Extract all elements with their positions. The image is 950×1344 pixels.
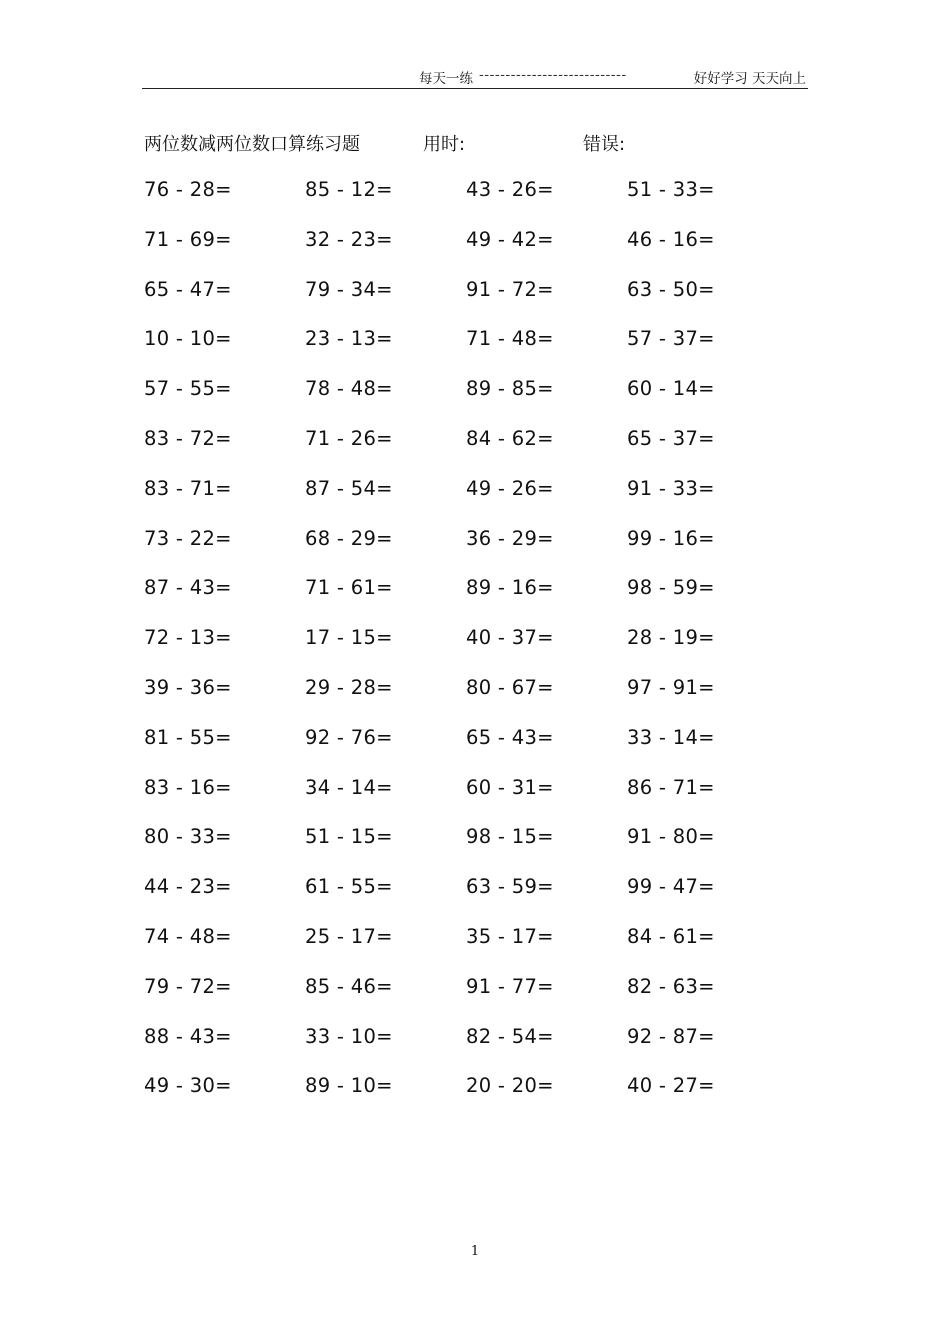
problem-row — [0, 1074, 950, 1124]
problem-item: 44 - 23= — [144, 875, 232, 899]
error-count-label: 错误: — [583, 134, 626, 155]
problem-item: 60 - 14= — [627, 377, 715, 401]
problem-item: 49 - 42= — [466, 227, 554, 251]
problem-row — [0, 477, 950, 527]
problem-item: 91 - 77= — [466, 974, 554, 998]
problem-item: 40 - 37= — [466, 626, 554, 650]
problem-item: 51 - 15= — [305, 825, 393, 849]
problem-item: 33 - 14= — [627, 725, 715, 749]
problem-item: 84 - 61= — [627, 924, 715, 948]
problem-item: 99 - 16= — [627, 526, 715, 550]
problem-row — [0, 875, 950, 925]
problem-row — [0, 825, 950, 875]
problem-item: 33 - 10= — [305, 1024, 393, 1048]
problem-row — [0, 726, 950, 776]
problem-row — [0, 776, 950, 826]
problem-item: 84 - 62= — [466, 426, 554, 450]
problem-grid — [0, 178, 950, 1124]
problem-item: 89 - 16= — [466, 576, 554, 600]
problem-item: 97 - 91= — [627, 675, 715, 699]
problem-item: 36 - 29= — [466, 526, 554, 550]
problem-row — [0, 1025, 950, 1075]
problem-row — [0, 975, 950, 1025]
problem-item: 65 - 43= — [466, 725, 554, 749]
problem-row — [0, 377, 950, 427]
problem-item: 72 - 13= — [144, 626, 232, 650]
problem-item: 32 - 23= — [305, 227, 393, 251]
problem-item: 71 - 69= — [144, 227, 232, 251]
problem-item: 10 - 10= — [144, 327, 232, 351]
time-used-label: 用时: — [423, 134, 466, 155]
header-left-text: 每天一练 — [419, 71, 473, 87]
page-number: 1 — [470, 1244, 480, 1259]
header-right-text: 好好学习 天天向上 — [693, 71, 806, 87]
problem-item: 46 - 16= — [627, 227, 715, 251]
problem-item: 20 - 20= — [466, 1074, 554, 1098]
problem-item: 65 - 37= — [627, 426, 715, 450]
problem-item: 25 - 17= — [305, 924, 393, 948]
problem-item: 39 - 36= — [144, 675, 232, 699]
problem-row — [0, 427, 950, 477]
problem-item: 79 - 72= — [144, 974, 232, 998]
problem-item: 80 - 33= — [144, 825, 232, 849]
problem-item: 74 - 48= — [144, 924, 232, 948]
problem-item: 49 - 30= — [144, 1074, 232, 1098]
problem-item: 60 - 31= — [466, 775, 554, 799]
problem-item: 82 - 63= — [627, 974, 715, 998]
problem-item: 49 - 26= — [466, 476, 554, 500]
problem-item: 35 - 17= — [466, 924, 554, 948]
problem-item: 78 - 48= — [305, 377, 393, 401]
problem-row — [0, 527, 950, 577]
problem-item: 85 - 12= — [305, 178, 393, 201]
problem-item: 17 - 15= — [305, 626, 393, 650]
problem-row — [0, 576, 950, 626]
problem-row — [0, 925, 950, 975]
problem-item: 91 - 33= — [627, 476, 715, 500]
problem-item: 92 - 76= — [305, 725, 393, 749]
page-header — [142, 64, 808, 89]
problem-item: 71 - 26= — [305, 426, 393, 450]
problem-item: 76 - 28= — [144, 178, 232, 201]
worksheet-title: 两位数减两位数口算练习题 — [144, 134, 360, 155]
problem-item: 82 - 54= — [466, 1024, 554, 1048]
problem-row — [0, 676, 950, 726]
problem-item: 40 - 27= — [627, 1074, 715, 1098]
worksheet-title-row — [0, 130, 950, 156]
problem-item: 57 - 37= — [627, 327, 715, 351]
problem-row — [0, 278, 950, 328]
problem-item: 68 - 29= — [305, 526, 393, 550]
problem-item: 43 - 26= — [466, 178, 554, 201]
problem-item: 98 - 15= — [466, 825, 554, 849]
problem-item: 89 - 10= — [305, 1074, 393, 1098]
problem-item: 88 - 43= — [144, 1024, 232, 1048]
problem-item: 28 - 19= — [627, 626, 715, 650]
problem-item: 29 - 28= — [305, 675, 393, 699]
problem-item: 81 - 55= — [144, 725, 232, 749]
problem-item: 71 - 48= — [466, 327, 554, 351]
problem-item: 65 - 47= — [144, 277, 232, 301]
problem-item: 85 - 46= — [305, 974, 393, 998]
problem-item: 98 - 59= — [627, 576, 715, 600]
problem-row — [0, 327, 950, 377]
header-dash-leader: ---------------------------- — [479, 67, 627, 83]
problem-item: 87 - 54= — [305, 476, 393, 500]
problem-item: 83 - 16= — [144, 775, 232, 799]
problem-item: 92 - 87= — [627, 1024, 715, 1048]
problem-item: 80 - 67= — [466, 675, 554, 699]
problem-item: 63 - 59= — [466, 875, 554, 899]
problem-row — [0, 178, 950, 228]
problem-row — [0, 228, 950, 278]
problem-row — [0, 626, 950, 676]
problem-item: 61 - 55= — [305, 875, 393, 899]
problem-item: 83 - 72= — [144, 426, 232, 450]
problem-item: 23 - 13= — [305, 327, 393, 351]
problem-item: 79 - 34= — [305, 277, 393, 301]
problem-item: 99 - 47= — [627, 875, 715, 899]
problem-item: 86 - 71= — [627, 775, 715, 799]
problem-item: 73 - 22= — [144, 526, 232, 550]
problem-item: 89 - 85= — [466, 377, 554, 401]
problem-item: 83 - 71= — [144, 476, 232, 500]
problem-item: 63 - 50= — [627, 277, 715, 301]
problem-item: 87 - 43= — [144, 576, 232, 600]
problem-item: 34 - 14= — [305, 775, 393, 799]
problem-item: 51 - 33= — [627, 178, 715, 201]
problem-item: 71 - 61= — [305, 576, 393, 600]
problem-item: 91 - 80= — [627, 825, 715, 849]
problem-item: 57 - 55= — [144, 377, 232, 401]
problem-item: 91 - 72= — [466, 277, 554, 301]
